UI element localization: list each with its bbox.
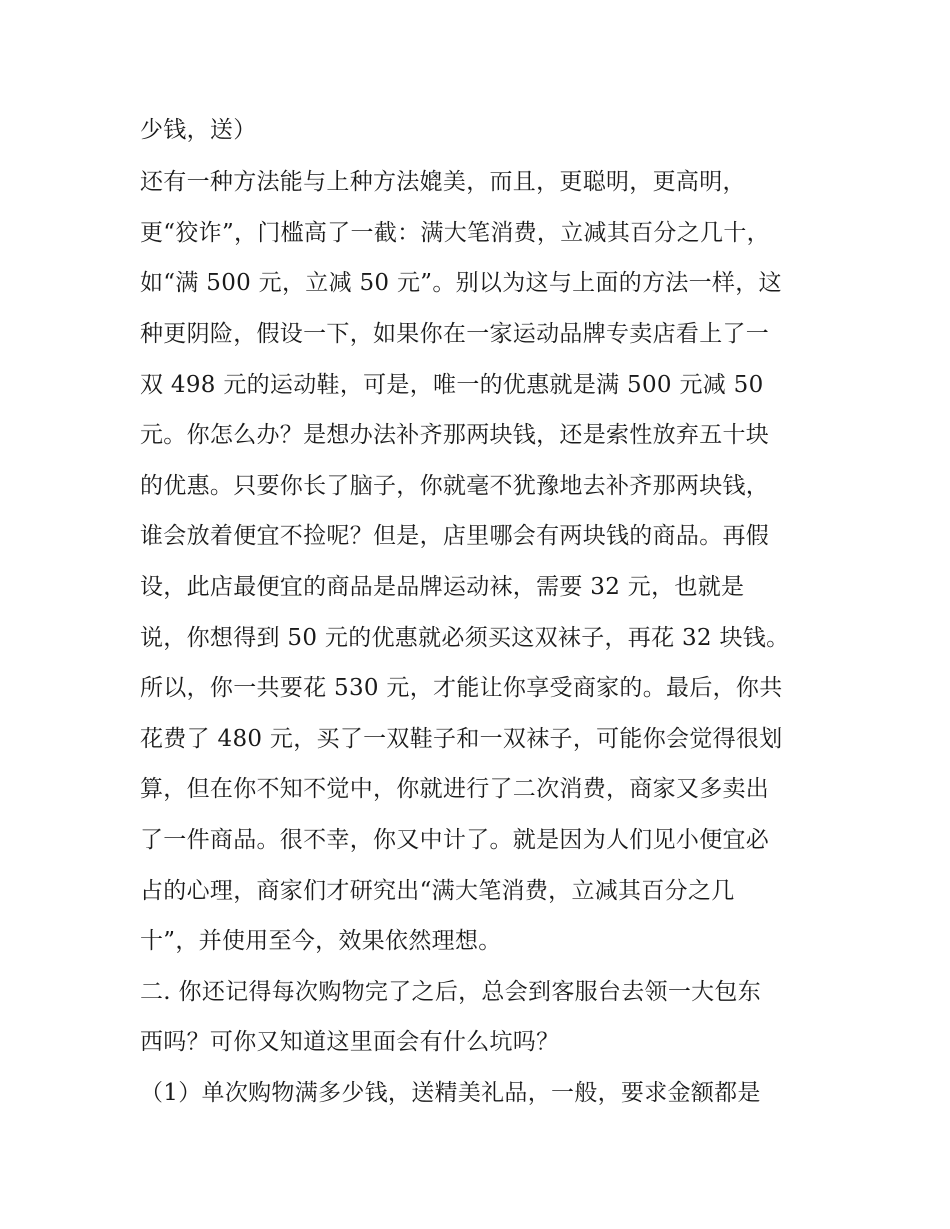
text-line: 双 498 元的运动鞋，可是，唯一的优惠就是满 500 元减 50: [140, 372, 764, 398]
text-line: 占的心理，商家们才研究出“满大笔消费，立减其百分之几: [140, 878, 735, 904]
text-line: 二. 你还记得每次购物完了之后，总会到客服台去领一大包东: [140, 979, 762, 1005]
text-line: 少钱，送）: [140, 117, 257, 143]
text-line: 西吗？可你又知道这里面会有什么坑吗？: [140, 1029, 560, 1055]
text-line: 元。你怎么办？是想办法补齐那两块钱，还是索性放弃五十块: [140, 422, 770, 448]
text-line: 的优惠。只要你长了脑子，你就毫不犹豫地去补齐那两块钱，: [140, 473, 770, 499]
text-line: 算，但在你不知不觉中，你就进行了二次消费，商家又多卖出: [140, 776, 770, 802]
text-line: 十”，并使用至今，效果依然理想。: [140, 928, 502, 954]
text-line: 如“满 500 元，立减 50 元”。别以为这与上面的方法一样，这: [140, 270, 782, 296]
text-line: 花费了 480 元，买了一双鞋子和一双袜子，可能你会觉得很划: [140, 726, 783, 752]
text-line: 更“狡诈”，门槛高了一截：满大笔消费，立减其百分之几十，: [140, 220, 770, 246]
text-line: 种更阴险，假设一下，如果你在一家运动品牌专卖店看上了一: [140, 321, 770, 347]
text-line: 还有一种方法能与上种方法媲美，而且，更聪明，更高明，: [140, 169, 746, 195]
text-line: 所以，你一共要花 530 元，才能让你享受商家的。最后，你共: [140, 675, 783, 701]
text-line: 谁会放着便宜不捡呢？但是，店里哪会有两块钱的商品。再假: [140, 523, 770, 549]
text-line: 设，此店最便宜的商品是品牌运动袜，需要 32 元，也就是: [140, 574, 745, 600]
text-line: 说，你想得到 50 元的优惠就必须买这双袜子，再花 32 块钱。: [140, 625, 790, 651]
text-line: （1）单次购物满多少钱，送精美礼品，一般，要求金额都是: [140, 1080, 761, 1106]
text-line: 了一件商品。很不幸，你又中计了。就是因为人们见小便宜必: [140, 827, 770, 853]
